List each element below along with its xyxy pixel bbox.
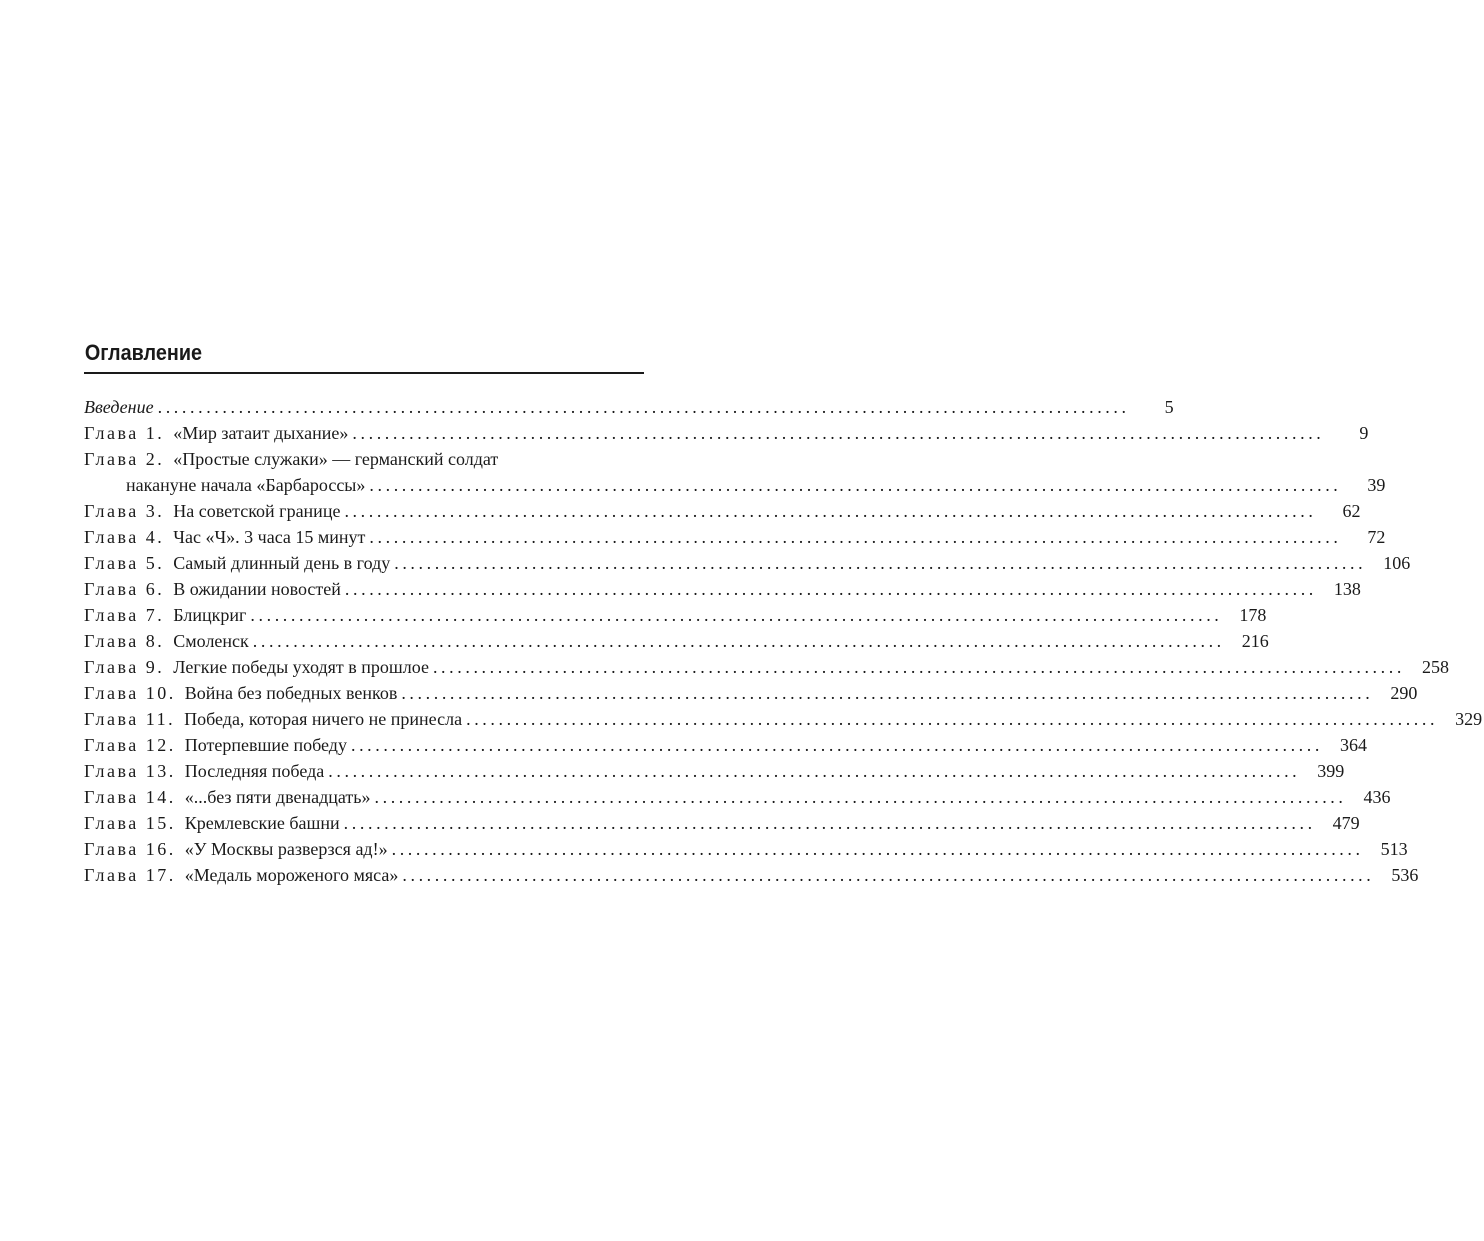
toc-entry-chapter-6 xyxy=(84,576,1361,602)
page-number: 399 xyxy=(1317,761,1345,781)
chapter-number: Глава 6. xyxy=(84,579,165,599)
chapter-number: Глава 15. xyxy=(84,813,176,833)
page-number: 5 xyxy=(1164,397,1174,417)
dot-leader: ........................................................................................................................ xyxy=(432,657,1405,677)
toc-entry-chapter-3 xyxy=(84,498,1361,524)
chapter-title: Война без победных венков xyxy=(184,683,398,703)
chapter-number: Глава 10. xyxy=(84,683,176,703)
page-number: 364 xyxy=(1339,735,1367,755)
chapter-number: Глава 9. xyxy=(84,657,165,677)
entry-label xyxy=(84,732,351,758)
entry-label xyxy=(84,550,394,576)
dot-leader: ........................................................................................................................ xyxy=(350,735,1323,755)
page-number: 536 xyxy=(1391,865,1419,885)
entry-label xyxy=(84,680,401,706)
toc-entry-chapter-14 xyxy=(84,784,1391,810)
chapter-number: Глава 13. xyxy=(84,761,176,781)
chapter-number: Глава 14. xyxy=(84,787,176,807)
entry-label xyxy=(84,628,253,654)
chapter-number: Глава 5. xyxy=(84,553,165,573)
chapter-title: «...без пяти двенадцать» xyxy=(184,787,371,807)
chapter-title: «Медаль мороженого мяса» xyxy=(184,865,399,885)
chapter-title: «Мир затаит дыхание» xyxy=(173,423,349,443)
entry-label xyxy=(84,836,392,862)
chapter-number: Глава 7. xyxy=(84,605,165,625)
toc-list xyxy=(84,394,1483,888)
chapter-title: Самый длинный день в году xyxy=(173,553,391,573)
toc-entry-chapter-5 xyxy=(84,550,1411,576)
entry-label xyxy=(84,576,345,602)
toc-entry-chapter-13 xyxy=(84,758,1345,784)
toc-entry-chapter-15 xyxy=(84,810,1360,836)
chapter-title: Час «Ч». 3 часа 15 минут xyxy=(173,527,366,547)
chapter-title: Победа, которая ничего не принесла xyxy=(184,709,463,729)
toc-entry-chapter-9 xyxy=(84,654,1449,680)
dot-leader: ........................................................................................................................ xyxy=(328,761,1301,781)
page-number: 39 xyxy=(1367,475,1386,495)
dot-leader: ........................................................................................................................ xyxy=(344,501,1317,521)
dot-leader: ........................................................................................................................ xyxy=(401,683,1374,703)
dot-leader: ........................................................................................................................ xyxy=(343,813,1316,833)
page-number: 106 xyxy=(1383,553,1411,573)
page-number: 72 xyxy=(1367,527,1386,547)
chapter-number: Глава 12. xyxy=(84,735,176,755)
dot-leader: ........................................................................................................................ xyxy=(466,709,1439,729)
toc-entry-chapter-12 xyxy=(84,732,1367,758)
chapter-title-line-2: накануне начала «Барбароссы» xyxy=(126,475,366,495)
toc-heading: Оглавление xyxy=(84,340,203,365)
chapter-title: «У Москвы разверзся ад!» xyxy=(184,839,388,859)
toc-entry-chapter-10 xyxy=(84,680,1418,706)
page-number: 479 xyxy=(1332,813,1360,833)
entry-label xyxy=(84,420,352,446)
heading-rule xyxy=(84,372,644,374)
dot-leader: ........................................................................................................................ xyxy=(157,397,1130,417)
chapter-title: Кремлевские башни xyxy=(184,813,340,833)
entry-label xyxy=(84,654,433,680)
chapter-title: Легкие победы уходят в прошлое xyxy=(173,657,429,677)
page-number: 62 xyxy=(1342,501,1361,521)
dot-leader: ........................................................................................................................ xyxy=(394,553,1367,573)
chapter-number: Глава 2. xyxy=(84,449,165,469)
chapter-title: Потерпевшие победу xyxy=(184,735,347,755)
toc-entry-chapter-16 xyxy=(84,836,1408,862)
entry-label xyxy=(84,862,402,888)
page-number: 216 xyxy=(1241,631,1269,651)
dot-leader: ........................................................................................................................ xyxy=(352,423,1325,443)
entry-label xyxy=(84,498,344,524)
toc-entry-chapter-2-line-1 xyxy=(84,446,644,472)
chapter-number: Глава 4. xyxy=(84,527,165,547)
toc-entry-chapter-1 xyxy=(84,420,1369,446)
chapter-number: Глава 8. xyxy=(84,631,165,651)
toc-entry-chapter-8 xyxy=(84,628,1269,654)
toc-entry-chapter-4 xyxy=(84,524,1386,550)
entry-label xyxy=(84,706,466,732)
page-number: 513 xyxy=(1380,839,1408,859)
dot-leader: ........................................................................................................................ xyxy=(344,579,1317,599)
chapter-title: На советской границе xyxy=(173,501,341,521)
chapter-title: Смоленск xyxy=(173,631,249,651)
chapter-title: Последняя победа xyxy=(184,761,325,781)
table-of-contents xyxy=(84,338,1483,888)
chapter-number: Глава 16. xyxy=(84,839,176,859)
page-number: 436 xyxy=(1363,787,1391,807)
entry-label xyxy=(84,810,344,836)
chapter-title-line-1: «Простые служаки» — германский солдат xyxy=(173,449,499,469)
page-number: 178 xyxy=(1239,605,1267,625)
dot-leader: ........................................................................................................................ xyxy=(252,631,1225,651)
page-number: 9 xyxy=(1359,423,1369,443)
chapter-number: Глава 3. xyxy=(84,501,165,521)
page-number: 258 xyxy=(1421,657,1449,677)
dot-leader: ........................................................................................................................ xyxy=(391,839,1364,859)
entry-label xyxy=(84,602,250,628)
chapter-number: Глава 11. xyxy=(84,709,176,729)
chapter-title: В ожидании новостей xyxy=(173,579,341,599)
dot-leader: ........................................................................................................................ xyxy=(402,865,1375,885)
page-number: 290 xyxy=(1390,683,1418,703)
dot-leader: ........................................................................................................................ xyxy=(369,475,1342,495)
dot-leader: ........................................................................................................................ xyxy=(369,527,1342,547)
chapter-number: Глава 1. xyxy=(84,423,165,443)
entry-title: Введение xyxy=(84,397,154,417)
toc-entry-chapter-2 xyxy=(84,472,1386,498)
page-number: 138 xyxy=(1333,579,1361,599)
entry-label xyxy=(84,784,375,810)
entry-label xyxy=(84,524,369,550)
entry-label xyxy=(84,758,328,784)
page-number: 329 xyxy=(1455,709,1483,729)
toc-entry-chapter-17 xyxy=(84,862,1419,888)
dot-leader: ........................................................................................................................ xyxy=(250,605,1223,625)
toc-entry-chapter-11 xyxy=(84,706,1483,732)
dot-leader: ........................................................................................................................ xyxy=(374,787,1347,807)
toc-entry-chapter-7 xyxy=(84,602,1267,628)
chapter-title: Блицкриг xyxy=(173,605,247,625)
toc-entry-intro xyxy=(84,394,1174,420)
chapter-number: Глава 17. xyxy=(84,865,176,885)
